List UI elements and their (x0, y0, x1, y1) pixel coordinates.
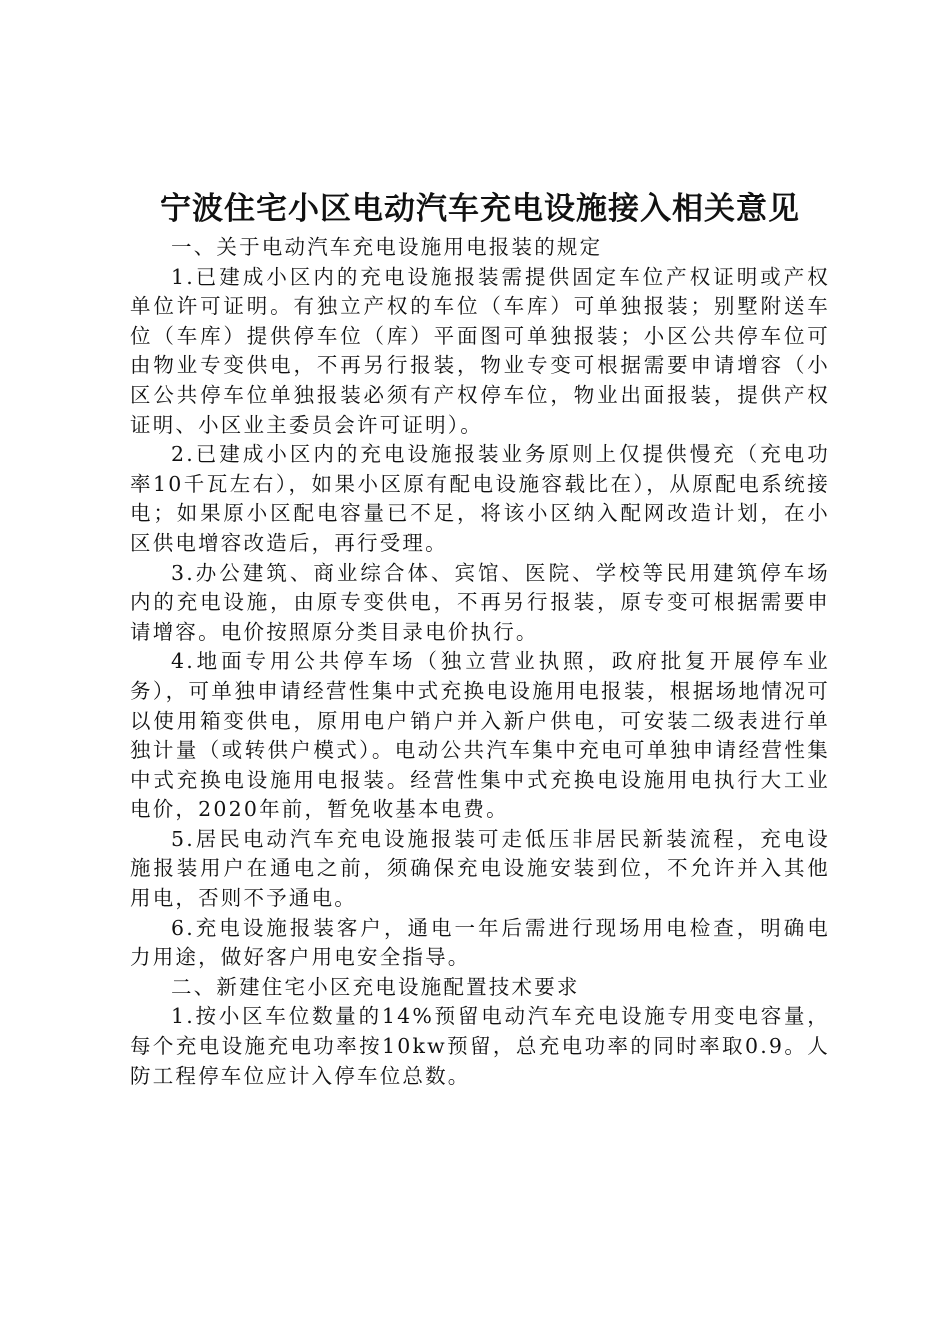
document-title: 宁波住宅小区电动汽车充电设施接入相关意见 (160, 191, 800, 227)
paragraph-2-1: 1.按小区车位数量的14%预留电动汽车充电设施专用变电容量，每个充电设施充电功率按10kw预留，总充电功率的同时率取0.9。人防工程停车位应计入停车位总数。 (130, 1004, 830, 1088)
section-heading-1: 一、关于电动汽车充电设施用电报装的规定 (171, 235, 603, 259)
paragraph-1-4: 4.地面专用公共停车场（独立营业执照，政府批复开展停车业务），可单独申请经营性集中式充换电设施用电报装，根据场地情况可以使用箱变供电，原用电户销户并入新户供电，可安装二级表进行单独计量（或转供户模式）。电动公共汽车集中充电可单独申请经营性集中式充换电设施用电报装。经营性集中式充换电设施用电执行大工业电价，2020年前，暂免收基本电费。 (130, 649, 830, 822)
paragraph-1-5: 5.居民电动汽车充电设施报装可走低压非居民新装流程，充电设施报装用户在通电之前，须确保充电设施安装到位，不允许并入其他用电，否则不予通电。 (130, 826, 830, 911)
document-page (130, 185, 830, 1091)
paragraph-1-1: 1.已建成小区内的充电设施报装需提供固定车位产权证明或产权单位许可证明。有独立产权的车位（车库）可单独报装；别墅附送车位（车库）提供停车位（库）平面图可单独报装；小区公共停车位可由物业专变供电，不再另行报装，物业专变可根据需要申请增容（小区公共停车位单独报装必须有产权停车位，物业出面报装，提供产权证明、小区业主委员会许可证明）。 (130, 264, 830, 437)
paragraph-1-3: 3.办公建筑、商业综合体、宾馆、医院、学校等民用建筑停车场内的充电设施，由原专变供电，不再另行报装，原专变可根据需要申请增容。电价按照原分类目录电价执行。 (130, 560, 830, 644)
paragraph-1-2: 2.已建成小区内的充电设施报装业务原则上仅提供慢充（充电功率10千瓦左右），如果小区原有配电设施容载比在），从原配电系统接电；如果原小区配电容量已不足，将该小区纳入配网改造计划，在小区供电增容改造后，再行受理。 (130, 442, 830, 555)
section-heading-2: 二、新建住宅小区充电设施配置技术要求 (171, 974, 580, 999)
paragraph-1-6: 6.充电设施报装客户，通电一年后需进行现场用电检查，明确电力用途，做好客户用电安全指导。 (130, 915, 830, 970)
